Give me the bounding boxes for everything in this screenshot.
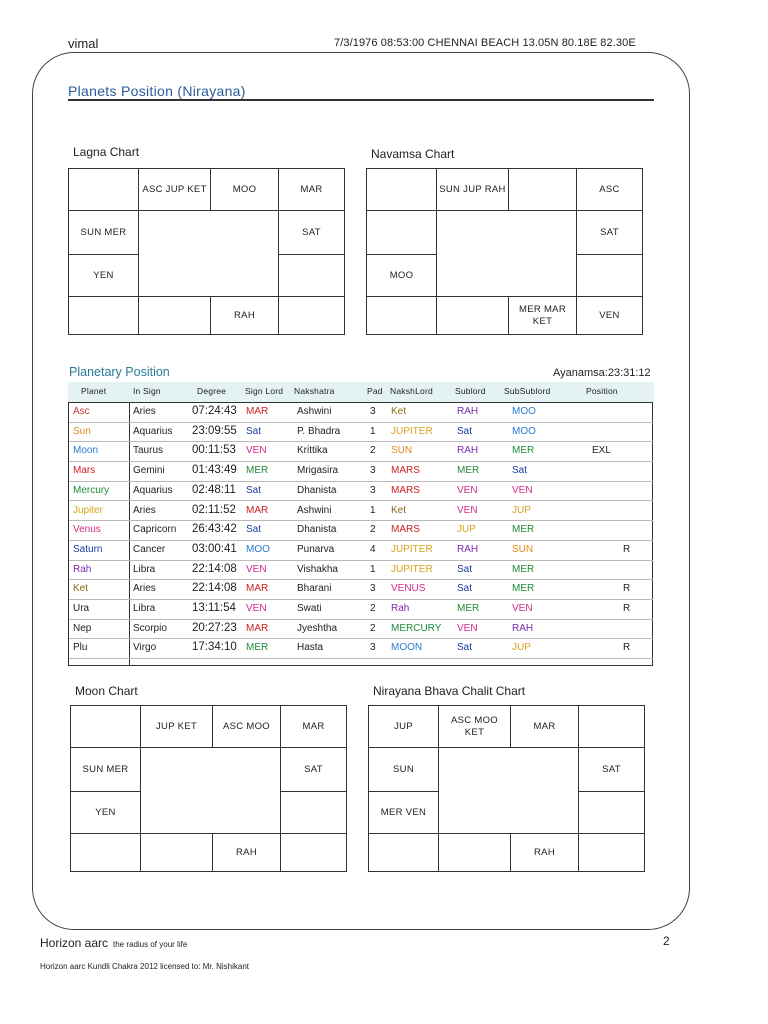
cell-planet: Moon: [73, 445, 99, 457]
cell-pad: 3: [370, 465, 376, 477]
house-top-left: [366, 168, 436, 210]
house-bottom2: RAH: [212, 833, 280, 871]
cell-ssl: MOO: [512, 425, 536, 437]
table-row: [69, 461, 653, 482]
col-header-sign-lord: Sign Lord: [245, 386, 284, 396]
house-top-left: [68, 168, 138, 210]
cell-pad: 1: [370, 425, 376, 437]
cell-nl: MARS: [391, 524, 420, 536]
chart-center: [138, 210, 278, 296]
cell-nak: Hasta: [297, 642, 324, 654]
house-top1: ASC MOO KET: [438, 705, 510, 747]
house-left1: SUN MER: [70, 747, 140, 791]
cell-sign: Taurus: [133, 445, 164, 457]
house-top2: ASC MOO: [212, 705, 280, 747]
cell-degree: 01:43:49: [192, 464, 237, 477]
cell-nl: JUPITER: [391, 563, 433, 575]
house-right1: SAT: [576, 210, 642, 254]
lagna-chart-title: Lagna Chart: [73, 145, 140, 159]
table-row: [69, 599, 653, 620]
cell-planet: Ket: [73, 583, 89, 595]
col-header-degree: Degree: [197, 386, 227, 396]
house-right2: [278, 254, 344, 296]
cell-ssl: MER: [512, 524, 535, 536]
cell-nak: Vishakha: [297, 563, 338, 575]
cell-nl: SUN: [391, 445, 413, 457]
cell-nak: Dhanista: [297, 524, 337, 536]
cell-planet: Saturn: [73, 543, 103, 555]
house-bottom2: MER MAR KET: [508, 296, 576, 334]
house-top-left: JUP: [368, 705, 438, 747]
navamsa-chart: [366, 168, 643, 335]
cell-ssl: MER: [512, 445, 535, 457]
cell-nl: MARS: [391, 484, 420, 496]
bhava-chalit-chart-title: Nirayana Bhava Chalit Chart: [373, 684, 526, 698]
cell-sl: Sat: [457, 425, 473, 437]
house-bottom-right: [578, 833, 644, 871]
header-name: vimal: [68, 36, 99, 51]
house-top-right: [578, 705, 644, 747]
cell-signlord: VEN: [246, 445, 267, 457]
house-bottom-right: [280, 833, 346, 871]
planetary-position-title: Planetary Position: [69, 365, 170, 379]
col-header-position: Position: [586, 386, 618, 396]
house-bottom1: [438, 833, 510, 871]
house-left1: SUN: [368, 747, 438, 791]
col-header-nakshlord: NakshLord: [390, 386, 433, 396]
cell-sign: Aquarius: [133, 484, 173, 496]
cell-signlord: MER: [246, 465, 269, 477]
table-row: [69, 520, 653, 541]
cell-sign: Cancer: [133, 543, 166, 555]
cell-sign: Virgo: [133, 642, 157, 654]
house-bottom1: [138, 296, 210, 334]
house-left2: YEN: [70, 791, 140, 833]
footer-tagline: the radius of your life: [113, 940, 188, 949]
cell-ssl: MOO: [512, 406, 536, 417]
cell-nl: MARS: [391, 465, 420, 477]
page-title: Planets Position (Nirayana): [68, 83, 246, 99]
cell-degree: 26:43:42: [192, 523, 237, 536]
cell-nak: Bharani: [297, 583, 332, 595]
table-row: [69, 481, 653, 502]
cell-pos: EXL: [592, 445, 611, 457]
cell-signlord: VEN: [246, 603, 267, 614]
cell-planet: Asc: [73, 406, 90, 417]
cell-sign: Libra: [133, 603, 156, 614]
footer-brand: Horizon aarc: [40, 936, 109, 950]
col-header-sublord: Sublord: [455, 386, 486, 396]
house-bottom-right: [278, 296, 344, 334]
cell-nak: Krittika: [297, 445, 328, 457]
table-row: [69, 638, 653, 659]
house-bottom-left: [366, 296, 436, 334]
cell-pad: 2: [370, 445, 376, 457]
page-number: 2: [663, 934, 670, 948]
house-top1: JUP KET: [140, 705, 212, 747]
cell-sl: MER: [457, 603, 480, 614]
lagna-chart: [68, 168, 345, 335]
house-bottom-left: [368, 833, 438, 871]
cell-ssl: JUP: [512, 642, 531, 654]
house-top-right: MAR: [278, 168, 344, 210]
table-row: [69, 579, 653, 600]
cell-sign: Libra: [133, 563, 156, 575]
cell-sign: Aries: [133, 406, 156, 417]
cell-nl: Ket: [391, 406, 407, 417]
house-right2: [578, 791, 644, 833]
cell-pad: 2: [370, 524, 376, 536]
chart-center: [436, 210, 576, 296]
cell-ssl: SUN: [512, 543, 534, 555]
cell-degree: 22:14:08: [192, 582, 237, 595]
col-header-pad: Pad: [367, 386, 383, 396]
cell-nl: JUPITER: [391, 425, 433, 437]
chart-center: [438, 747, 578, 833]
cell-signlord: Sat: [246, 425, 262, 437]
cell-degree: 23:09:55: [192, 424, 237, 437]
house-left1: [366, 210, 436, 254]
cell-pad: 2: [370, 622, 376, 634]
cell-pos: R: [623, 642, 631, 654]
table-row: [69, 441, 653, 462]
col-header-planet: Planet: [81, 386, 107, 396]
cell-nak: Ashwini: [297, 504, 332, 516]
cell-signlord: VEN: [246, 563, 267, 575]
cell-planet: Venus: [73, 524, 101, 536]
cell-pos: R: [623, 603, 631, 614]
house-left2: YEN: [68, 254, 138, 296]
cell-signlord: MOO: [246, 543, 270, 555]
house-top2: MAR: [510, 705, 578, 747]
cell-planet: Jupiter: [73, 504, 104, 516]
cell-ssl: VEN: [512, 603, 533, 614]
table-row: [69, 540, 653, 561]
cell-planet: Rah: [73, 563, 92, 575]
cell-pad: 1: [370, 563, 376, 575]
cell-planet: Mercury: [73, 484, 110, 496]
cell-nl: JUPITER: [391, 543, 433, 555]
cell-sl: Sat: [457, 583, 473, 595]
cell-signlord: MER: [246, 642, 269, 654]
cell-pad: 2: [370, 603, 376, 614]
house-right2: [576, 254, 642, 296]
cell-ssl: MER: [512, 583, 535, 595]
house-top2: MOO: [210, 168, 278, 210]
cell-ssl: JUP: [512, 504, 531, 516]
house-left2: MER VEN: [368, 791, 438, 833]
cell-degree: 02:48:11: [192, 483, 236, 496]
cell-sl: JUP: [457, 524, 476, 536]
cell-pad: 3: [370, 642, 376, 654]
house-top1: ASC JUP KET: [138, 168, 210, 210]
table-row: [69, 560, 653, 581]
house-bottom-right: VEN: [576, 296, 642, 334]
cell-degree: 20:27:23: [192, 621, 237, 634]
cell-sl: MER: [457, 465, 480, 477]
house-left2: MOO: [366, 254, 436, 296]
house-bottom-left: [70, 833, 140, 871]
cell-planet: Ura: [73, 603, 90, 614]
cell-sign: Gemini: [133, 465, 165, 477]
cell-sl: Sat: [457, 642, 473, 654]
cell-degree: 07:24:43: [192, 405, 237, 417]
table-row: [69, 422, 653, 443]
house-top2: [508, 168, 576, 210]
cell-sl: VEN: [457, 504, 478, 516]
cell-signlord: MAR: [246, 504, 269, 516]
chart-center: [140, 747, 280, 833]
cell-ssl: VEN: [512, 484, 533, 496]
cell-nak: Swati: [297, 603, 322, 614]
cell-planet: Plu: [73, 642, 88, 654]
cell-signlord: Sat: [246, 484, 262, 496]
cell-signlord: Sat: [246, 524, 262, 536]
house-bottom1: [436, 296, 508, 334]
house-top1: SUN JUP RAH: [436, 168, 508, 210]
house-top-left: [70, 705, 140, 747]
cell-signlord: MAR: [246, 583, 269, 595]
house-right2: [280, 791, 346, 833]
cell-sl: RAH: [457, 445, 479, 457]
house-right1: SAT: [278, 210, 344, 254]
cell-ssl: Sat: [512, 465, 528, 477]
moon-chart: [70, 705, 347, 872]
cell-signlord: MAR: [246, 406, 269, 417]
table-row: [69, 501, 653, 522]
navamsa-chart-title: Navamsa Chart: [371, 147, 455, 161]
house-bottom2: RAH: [210, 296, 278, 334]
header-birth-info: 7/3/1976 08:53:00 CHENNAI BEACH 13.05N 80.18E 82.30E: [334, 37, 636, 49]
cell-nak: P. Bhadra: [297, 425, 341, 437]
cell-ssl: MER: [512, 563, 535, 575]
table-row: [69, 619, 653, 640]
cell-nak: Jyeshtha: [297, 622, 338, 634]
cell-pad: 3: [370, 583, 376, 595]
house-left1: SUN MER: [68, 210, 138, 254]
cell-nak: Punarva: [297, 543, 335, 555]
moon-chart-title: Moon Chart: [75, 684, 138, 698]
footer-license: Horizon aarc Kundli Chakra 2012 licensed to: Mr. Nishikant: [40, 962, 249, 971]
cell-sl: RAH: [457, 543, 479, 555]
col-header-sign: In Sign: [133, 386, 161, 396]
cell-sl: RAH: [457, 406, 479, 417]
cell-planet: Mars: [73, 465, 96, 477]
bhava-chalit-chart: [368, 705, 645, 872]
cell-pad: 4: [370, 543, 376, 555]
col-header-subsublord: SubSublord: [504, 386, 551, 396]
ayanamsa-value: Ayanamsa:23:31:12: [553, 367, 651, 379]
cell-sign: Aries: [133, 583, 156, 595]
cell-nak: Mrigasira: [297, 465, 339, 477]
cell-sl: VEN: [457, 484, 478, 496]
cell-degree: 02:11:52: [192, 503, 236, 516]
cell-pos: R: [623, 583, 631, 595]
cell-ssl: RAH: [512, 622, 534, 634]
house-right1: SAT: [578, 747, 644, 791]
house-bottom2: RAH: [510, 833, 578, 871]
cell-sl: Sat: [457, 563, 473, 575]
cell-planet: Nep: [73, 622, 92, 634]
cell-sign: Scorpio: [133, 622, 167, 634]
cell-pad: 3: [370, 484, 376, 496]
cell-nak: Ashwini: [297, 406, 332, 417]
cell-nl: Ket: [391, 504, 407, 516]
house-top-right: MAR: [280, 705, 346, 747]
cell-nl: MOON: [391, 642, 423, 654]
cell-nl: Rah: [391, 603, 410, 614]
house-bottom-left: [68, 296, 138, 334]
col-header-nakshatra: Nakshatra: [294, 386, 335, 396]
cell-nl: MERCURY: [391, 622, 442, 634]
cell-sl: VEN: [457, 622, 478, 634]
cell-nl: VENUS: [391, 583, 426, 595]
house-top-right: ASC: [576, 168, 642, 210]
cell-pad: 3: [370, 406, 376, 417]
cell-degree: 22:14:08: [192, 562, 237, 575]
cell-signlord: MAR: [246, 622, 269, 634]
cell-planet: Sun: [73, 425, 91, 437]
cell-degree: 17:34:10: [192, 641, 237, 654]
cell-degree: 00:11:53: [192, 444, 236, 457]
house-right1: SAT: [280, 747, 346, 791]
house-bottom1: [140, 833, 212, 871]
title-divider: [68, 99, 654, 101]
cell-degree: 13:11:54: [192, 602, 236, 614]
cell-pos: R: [623, 543, 631, 555]
cell-sign: Aries: [133, 504, 156, 516]
cell-sign: Aquarius: [133, 425, 173, 437]
cell-nak: Dhanista: [297, 484, 337, 496]
cell-degree: 03:00:41: [192, 542, 237, 555]
cell-pad: 1: [370, 504, 376, 516]
table-row: [69, 402, 653, 423]
cell-sign: Capricorn: [133, 524, 177, 536]
